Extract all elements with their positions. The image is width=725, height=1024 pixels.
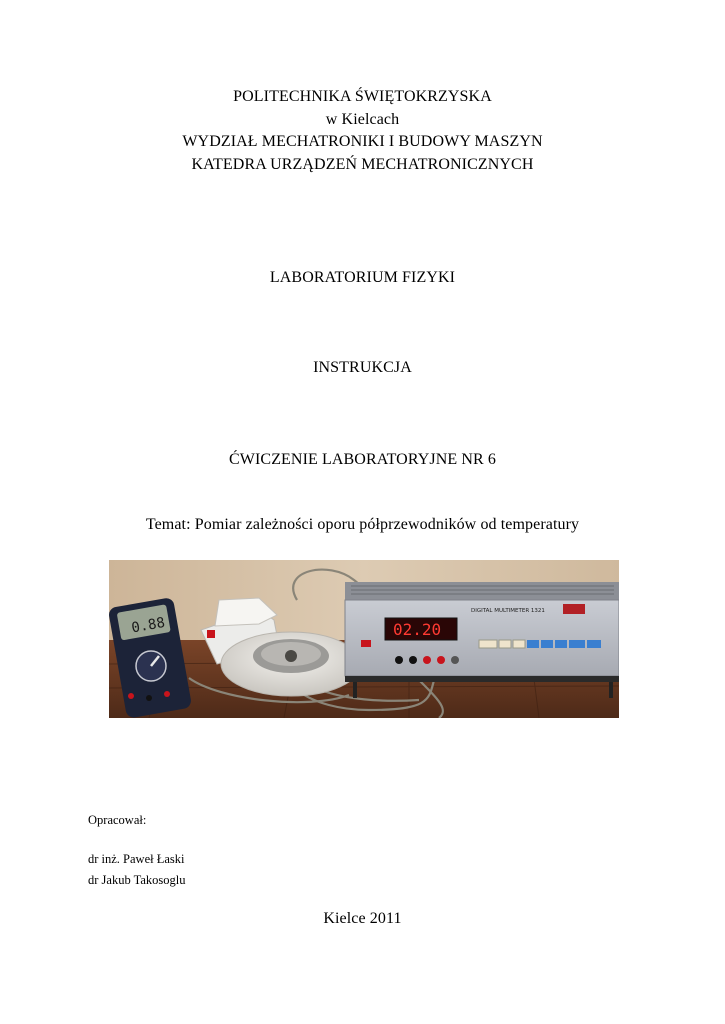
exercise-title: ĆWICZENIE LABORATORYJNE NR 6 <box>229 451 496 468</box>
document-type: INSTRUKCJA <box>313 359 412 376</box>
digital-multimeter-1321 <box>345 582 619 698</box>
lab-equipment-photo <box>109 560 619 718</box>
prepared-by-label: Opracował: <box>88 813 147 827</box>
handheld-display-value: 0.88 <box>130 614 167 637</box>
author-name: dr inż. Paweł Łaski <box>88 852 185 866</box>
department-name: KATEDRA URZĄDZEŃ MECHATRONICZNYCH <box>191 156 534 173</box>
topic-line: Temat: Pomiar zależności oporu półprzewodników od temperatury <box>145 516 580 533</box>
faculty-name: WYDZIAŁ MECHATRONIKI I BUDOWY MASZYN <box>182 133 543 150</box>
laboratory-title: LABORATORIUM FIZYKI <box>269 269 456 286</box>
device-display-value: 02.20 <box>393 620 442 639</box>
university-city: w Kielcach <box>325 111 400 128</box>
place-and-year: Kielce 2011 <box>323 910 402 927</box>
author-name: dr Jakub Takosoglu <box>88 873 186 887</box>
university-name: POLITECHNIKA ŚWIĘTOKRZYSKA <box>233 88 492 105</box>
device-label: DIGITAL MULTIMETER 1321 <box>471 608 545 614</box>
